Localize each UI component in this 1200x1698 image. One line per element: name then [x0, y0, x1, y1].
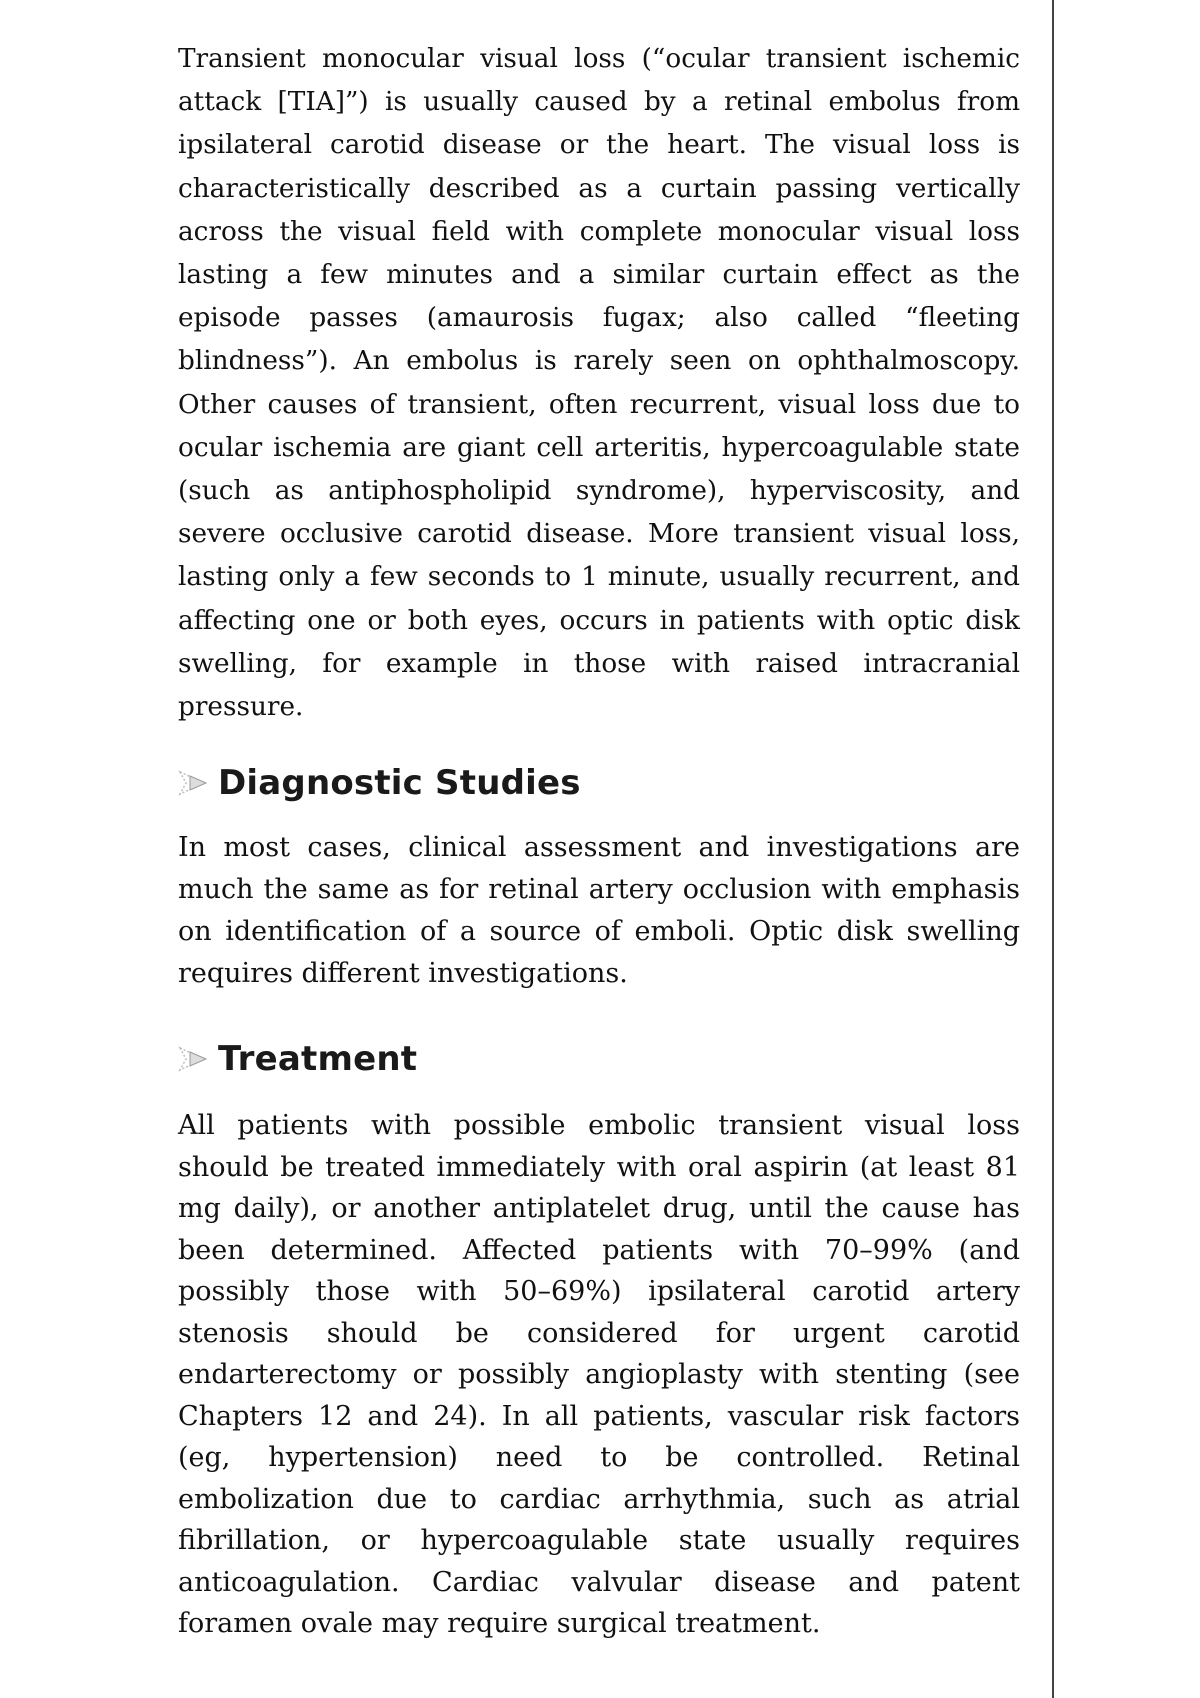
heading-diagnostic-studies — [178, 763, 1020, 803]
paragraph-diagnostic-studies: In most cases, clinical assessment and investigations are much the same as for retinal artery occlusion with emphasis on identification of a source of emboli. Optic disk swelling requires different investigations. — [178, 832, 1020, 990]
document-body — [178, 38, 1020, 1645]
paragraph-transient-visual-loss: Transient monocular visual loss (“ocular transient ischemic attack [TIA]”) is usually caused by a retinal embolus from ipsilateral carotid disease or the heart. The visual loss is characteristically described as a curtain passing vertically across the visual field with complete monocular visual loss lasting a few minutes and a similar curtain effect as the episode passes (amaurosis fugax; also called “fleeting blindness”). An embolus is rarely seen on ophthalmoscopy. Other causes of transient, often recurrent, visual loss due to ocular ischemia are giant cell arteritis, hypercoagulable state (such as antiphospholipid syndrome), hyperviscosity, and severe occlusive carotid disease. More transient visual loss, lasting only a few seconds to 1 minute, usually recurrent, and affecting one or both eyes, occurs in patients with optic disk swelling, for example in those with raised intracranial pressure. — [178, 44, 1020, 723]
heading-label: Treatment — [218, 1039, 418, 1080]
section-arrow-icon — [174, 766, 218, 800]
paragraph-treatment: All patients with possible embolic transient visual loss should be treated immediately with oral aspirin (at least 81 mg daily), or another antiplatelet drug, until the cause has been determined. Affected patients with 70–99% (and possibly those with 50–69%) ipsilateral carotid artery stenosis should be considered for urgent carotid endarterectomy or possibly angioplasty with stenting (see Chapters 12 and 24). In all patients, vascular risk factors (eg, hypertension) need to be controlled. Retinal embolization due to cardiac arrhythmia, such as atrial fibrillation, or hypercoagulable state usually requires anticoagulation. Cardiac valvular disease and patent foramen ovale may require surgical treatment. — [178, 1110, 1020, 1640]
section-arrow-icon — [174, 1042, 218, 1076]
heading-treatment — [178, 1039, 1020, 1079]
page-edge-divider — [1052, 0, 1054, 1698]
heading-label: Diagnostic Studies — [218, 763, 581, 804]
